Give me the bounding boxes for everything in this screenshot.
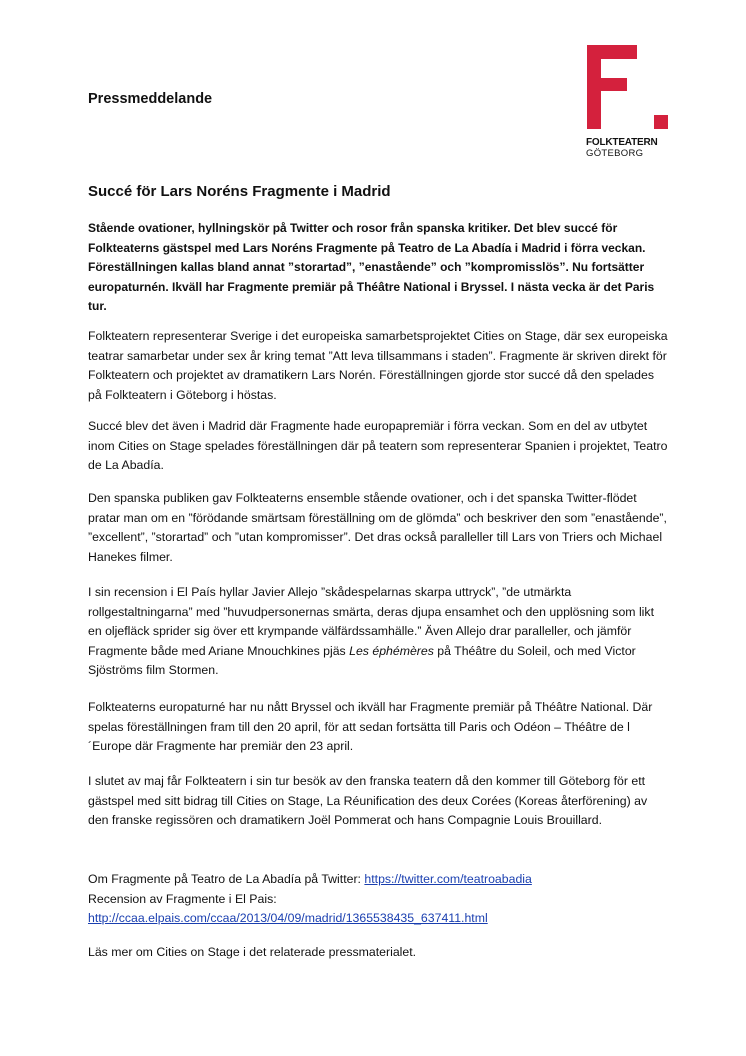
paragraph-4-text-b: på Théâtre du Soleil, och med Victor Sjöströms film Stormen. xyxy=(88,643,636,677)
logo-dot xyxy=(654,115,668,129)
document-label: Pressmeddelande xyxy=(88,91,213,107)
paragraph-6: I slutet av maj får Folkteatern i sin tur besök av den franska teatern då den kommer till Göteborg för ett gästspel med sitt bidrag till Cities on Stage, La Réunification des deux Corées (Koreas återförening) av den franske regissören och dramatikern Joël Pommerat och hans Compagnie Louis Brouillard. xyxy=(88,774,648,827)
logo-city: GÖTEBORG xyxy=(586,148,644,159)
paragraph-4 xyxy=(88,583,668,681)
paragraph-4-text-a: I sin recension i El País hyllar Javier Allejo ”skådespelarnas skarpa uttryck”, ”de utmärkta rollgestaltningarna” med ”huvudpersonernas smärta, deras djupa ensamhet och den upplösning som likt en oljefläck sprider sig över ett krympande välfärdssamhälle.” Även Allejo drar paralleller, och jämför Fragmente både med Ariane Mnouchkines pjäs xyxy=(88,585,654,658)
paragraph-2: Succé blev det även i Madrid där Fragmente hade europapremiär i förra veckan. Som en del av utbytet inom Cities on Stage spelades föreställningen där på teatern som representerar Spanien i projektet, Teatro de La Abadía. xyxy=(88,419,668,472)
links-block xyxy=(88,870,668,929)
twitter-label: Om Fragmente på Teatro de La Abadía på Twitter: xyxy=(88,872,365,886)
twitter-line xyxy=(88,870,668,890)
headline: Succé för Lars Noréns Fragmente i Madrid xyxy=(88,183,391,200)
closing-paragraph: Läs mer om Cities on Stage i det relaterade pressmaterialet. xyxy=(88,945,417,959)
logo-bar-middle xyxy=(587,78,627,91)
logo-name: FOLKTEATERN xyxy=(586,137,658,148)
paragraph-5: Folkteaterns europaturné har nu nått Bryssel och ikväll har Fragmente premiär på Théâtre National. Där spelas föreställningen fram till den 20 april, för att sedan fortsätta till Paris och Odéon – Théâtre de l´Europe där Fragmente har premiär den 23 april. xyxy=(88,700,653,753)
twitter-link[interactable]: https://twitter.com/teatroabadia xyxy=(364,872,532,886)
play-title: Les éphémères xyxy=(349,643,434,658)
review-line xyxy=(88,909,668,929)
review-link[interactable]: http://ccaa.elpais.com/ccaa/2013/04/09/madrid/1365538435_637411.html xyxy=(88,911,488,925)
paragraph-3: Den spanska publiken gav Folkteaterns ensemble stående ovationer, och i det spanska Twitter-flödet pratar man om en ”förödande smärtsam föreställning om de glömda” och beskriver den som ”enastående”, ”excellent”, ”storartad” och ”utan kompromisser”. Det dras också paralleller till Lars von Triers och Michael Hanekes filmer. xyxy=(88,491,667,564)
folkteatern-logo xyxy=(584,45,674,165)
paragraph-1: Folkteatern representerar Sverige i det europeiska samarbetsprojektet Cities on Stage, där sex europeiska teatrar samarbetar under sex år kring temat ”Att leva tillsammans i staden”. Fragmente är skriven direkt för Folkteatern och projektet av dramatikern Lars Norén. Föreställningen gjorde stor succé då den spelades på Folkteatern i Göteborg i höstas. xyxy=(88,329,668,402)
logo-bar-top xyxy=(587,45,637,59)
lead-paragraph: Stående ovationer, hyllningskör på Twitter och rosor från spanska kritiker. Det blev succé för Folkteaterns gästspel med Lars Noréns Fragmente på Teatro de La Abadía i Madrid i förra veckan. Föreställningen kallas bland annat ”storartad”, ”enastående” och ”kompromisslös”. Nu fortsätter europaturnén. Ikväll har Fragmente premiär på Théâtre National i Bryssel. I nästa vecka är det Paris tur. xyxy=(88,221,655,313)
review-label: Recension av Fragmente i El Pais: xyxy=(88,891,277,906)
